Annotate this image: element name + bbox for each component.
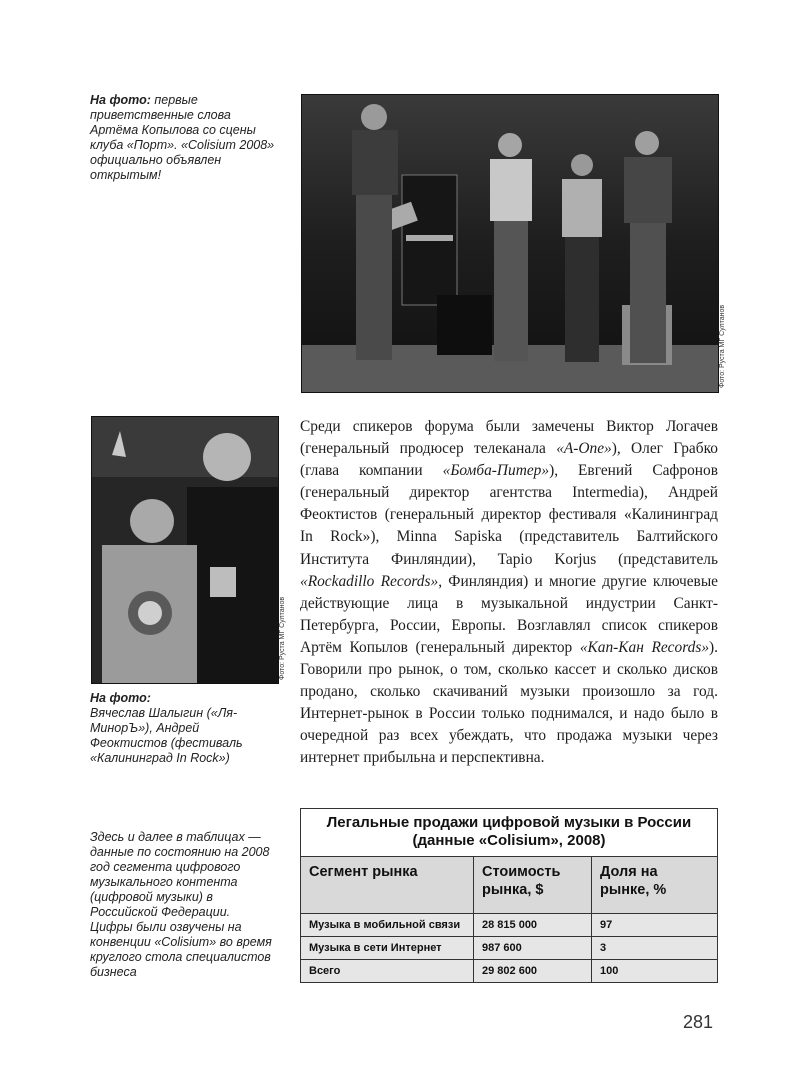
table-cell: Всего	[301, 960, 474, 983]
body-text: Среди спикеров форума были замечены Виктор Логачев (генеральный продюсер телеканала	[300, 418, 718, 458]
table-cell: 28 815 000	[474, 914, 592, 937]
table-cell: 3	[592, 937, 718, 960]
photo-caption-portrait	[90, 691, 275, 766]
table-note: Здесь и далее в таблицах — данные по состоянию на 2008 год сегмента цифрового музыкального контента (цифровой музыки) в Российской Федерации. Цифры были озвучены на конвенции «Colisium» во время круглого стола специалистов бизнеса	[90, 830, 272, 979]
table-row	[301, 960, 718, 983]
caption-text: первые приветственные слова Артёма Копылова со сцены клуба «Порт». «Colisium 2008» официально объявлен открытым!	[90, 93, 275, 182]
photo-credit: Фото: Руста МГ Султанов	[279, 596, 286, 680]
stage-photo	[301, 94, 719, 393]
body-text: ), Олег Грабко (глава компании	[300, 440, 718, 480]
body-italic: «Бомба-Питер»	[442, 462, 550, 480]
body-text: ). Говорили про рынок, о том, сколько кассет и сколько дисков продано, сколько скачиваний музыки произошло за год. Интернет-рынок в России только поднимался, и надо было в очередной раз всех убеждать, что продажа музыки через интернет прибыльна и перспективна.	[300, 638, 718, 767]
body-italic: «A-One»	[556, 440, 612, 458]
body-italic: «Кап-Кан Records»	[579, 638, 710, 656]
body-paragraph	[300, 416, 718, 770]
table-header: Сегмент рынка	[301, 857, 474, 914]
portrait-photo-image	[92, 417, 278, 683]
body-text: , Финляндия) и многие другие ключевые действующие лица в музыкальной индустрии Санкт-Петербурга, России, Европы. Возглавлял список спикеров Артём Копылов (генеральный директор	[300, 572, 718, 656]
sales-table	[300, 808, 718, 983]
table-header: Стоимость рынка, $	[474, 857, 592, 914]
portrait-photo	[91, 416, 279, 684]
table-row	[301, 937, 718, 960]
table-cell: 100	[592, 960, 718, 983]
table-cell: 987 600	[474, 937, 592, 960]
table-cell: 97	[592, 914, 718, 937]
table-row	[301, 914, 718, 937]
table-cell: Музыка в сети Интернет	[301, 937, 474, 960]
page-number: 281	[683, 1012, 714, 1032]
table-cell: 29 802 600	[474, 960, 592, 983]
table-title: Легальные продажи цифровой музыки в России (данные «Colisium», 2008)	[301, 809, 718, 857]
table-header: Доля на рынке, %	[592, 857, 718, 914]
body-italic: «Rockadillo Records»	[300, 572, 439, 590]
caption-text: Вячеслав Шалыгин («Ля-МинорЪ»), Андрей Феоктистов (фестиваль «Калининград In Rock»)	[90, 706, 243, 765]
photo-caption-stage	[90, 93, 275, 183]
table-cell: Музыка в мобильной связи	[301, 914, 474, 937]
photo-credit: Фото: Руста МГ Султанов	[719, 304, 726, 388]
caption-lead: На фото:	[90, 93, 151, 107]
body-text: ), Евгений Сафронов (генеральный директор агентства Intermedia), Андрей Феоктистов (генеральный директор фестиваля «Калининград In Rock»), Minna Sapiska (представитель Балтийского Института Финляндии), Tapio Korjus (представитель	[300, 462, 718, 568]
table-header-row	[301, 857, 718, 914]
stage-photo-image	[302, 95, 718, 392]
caption-lead: На фото:	[90, 691, 151, 705]
